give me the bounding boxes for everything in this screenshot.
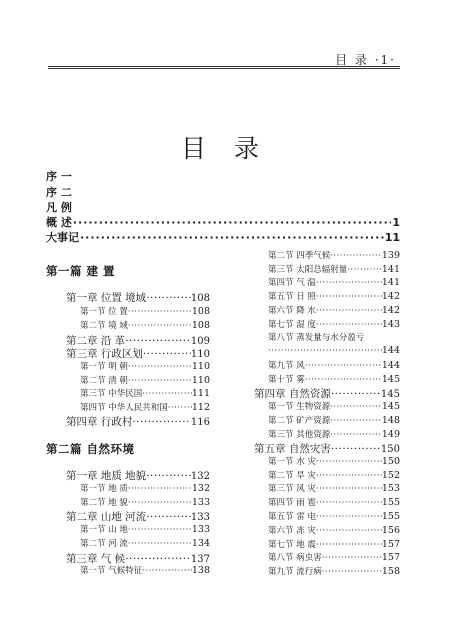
front-matter-label: 序 二 (46, 186, 72, 199)
page-number: 143 (381, 319, 400, 330)
part-heading: 第二篇 自然环境 (46, 442, 135, 456)
entry-label: 第一节 生物资源 (268, 402, 331, 412)
dot-leader (330, 416, 382, 426)
entry-label: 第一节 水 灾 (268, 457, 316, 467)
dot-leader (128, 307, 192, 317)
page-number: 133 (191, 497, 210, 508)
dot-leader (330, 251, 382, 261)
entry-label: 第二章 山地 河流 (66, 511, 147, 523)
section-entry (80, 401, 210, 413)
entry-label: 第四节 中华人民共和国 (80, 403, 168, 413)
page-number: 11 (384, 231, 400, 244)
page-number: 137 (190, 554, 210, 565)
entry-label: 第一节 明 朝 (80, 362, 128, 372)
page-number: 132 (190, 471, 210, 482)
entry-label: 第一节 气候特征 (80, 566, 143, 576)
section-entry (268, 359, 400, 371)
dot-leader (316, 471, 382, 481)
dot-leader (128, 484, 192, 494)
dot-leader (80, 231, 384, 244)
dot-leader (128, 498, 192, 508)
page-number: 157 (381, 552, 400, 563)
page-number: 144 (381, 345, 400, 356)
dot-leader (330, 430, 382, 440)
section-entry (268, 290, 400, 302)
section-entry (80, 523, 210, 535)
dot-leader (322, 553, 382, 563)
dot-leader (316, 306, 382, 316)
section-entry (268, 565, 400, 577)
section-entry (268, 304, 400, 316)
section-entry (80, 564, 210, 576)
entry-label: 第五节 日 照 (268, 292, 316, 302)
chapter-entry (254, 386, 400, 401)
entry-label: 第二节 矿产资源 (268, 416, 331, 426)
chapter-entry (66, 468, 210, 483)
page-number: 144 (381, 360, 400, 371)
dot-leader (316, 278, 382, 288)
dot-leader (268, 346, 382, 356)
entry-label: 第九节 风 (268, 361, 305, 371)
page-number: 141 (381, 277, 400, 288)
entry-label: 第三节 其他资源 (268, 430, 331, 440)
dot-leader (128, 525, 192, 535)
page-number: 1 (392, 216, 400, 229)
entry-label: 第三章 气 候 (66, 553, 126, 565)
section-entry (268, 331, 400, 343)
dot-leader (316, 498, 382, 508)
part-heading: 第一篇 建 置 (46, 264, 116, 278)
dot-leader (168, 403, 192, 413)
dot-leader (128, 376, 192, 386)
page-number: 145 (381, 374, 400, 385)
page-number: 155 (381, 511, 400, 522)
dot-leader (347, 265, 382, 275)
page-number: 110 (191, 361, 210, 372)
section-entry (268, 538, 400, 550)
page-number: 108 (191, 306, 210, 317)
front-matter-label: 大事记 (46, 231, 79, 244)
page-number: 133 (190, 512, 210, 523)
dot-leader (331, 388, 381, 400)
entry-label: 第二节 清 朝 (80, 376, 128, 386)
front-matter-item (46, 229, 400, 245)
chapter-entry (66, 509, 210, 524)
entry-label: 第七节 湿 度 (268, 320, 316, 330)
page-number: 110 (191, 375, 210, 386)
running-head: 目 录 ·1· (335, 53, 396, 67)
section-entry (80, 496, 210, 508)
page-title: 目 录 (181, 133, 269, 163)
page-number: 138 (191, 565, 210, 576)
section-entry (80, 374, 210, 386)
entry-label: 第二章 沿 革 (66, 335, 126, 347)
page-number: 148 (381, 415, 400, 426)
dot-leader (128, 362, 192, 372)
entry-label: 第四节 雨 雹 (268, 498, 316, 508)
entry-label: 第六节 降 水 (268, 306, 316, 316)
section-entry (268, 510, 400, 522)
entry-label: 第一节 位 置 (80, 307, 128, 317)
page-number: 141 (381, 264, 400, 275)
chapter-entry (66, 290, 210, 305)
entry-label: 第六节 冻 灾 (268, 526, 316, 536)
front-matter-label: 概 述 (46, 216, 72, 229)
entry-label: 第一章 位置 境域 (66, 292, 147, 304)
section-entry (268, 428, 400, 440)
section-entry (268, 373, 400, 385)
front-matter-label: 凡 例 (46, 201, 72, 214)
page-number: 156 (381, 525, 400, 536)
section-entry (268, 524, 400, 536)
page-number: 157 (381, 539, 400, 550)
page-number: 116 (190, 417, 210, 428)
dot-leader (305, 375, 382, 385)
dot-leader (316, 512, 382, 522)
entry-label: 第四章 行政村 (66, 416, 133, 428)
front-matter-item (46, 168, 400, 184)
page-number: 142 (381, 305, 400, 316)
front-matter-label: 序 一 (46, 170, 72, 183)
section-entry (268, 414, 400, 426)
section-entry (268, 345, 400, 356)
entry-label: 第四节 气 温 (268, 278, 316, 288)
section-entry (268, 263, 400, 275)
dot-leader (142, 566, 192, 576)
header-rule (48, 66, 400, 67)
section-entry (80, 387, 210, 399)
dot-leader (73, 216, 392, 229)
dot-leader (142, 389, 192, 399)
entry-label: 第二节 旱 灾 (268, 471, 316, 481)
dot-leader (146, 511, 191, 523)
chapter-entry (254, 441, 400, 456)
entry-label: 第八节 蒸发量与水分盈亏 (268, 333, 365, 343)
section-entry (80, 482, 210, 494)
entry-label: 第五章 自然灾害 (254, 443, 331, 455)
entry-label: 第二节 境 域 (80, 321, 128, 331)
section-entry (268, 469, 400, 481)
dot-leader (316, 526, 382, 536)
section-entry (268, 551, 400, 563)
dot-leader (316, 292, 382, 302)
dot-leader (316, 320, 382, 330)
dot-leader (316, 457, 382, 467)
page-number: 139 (381, 250, 400, 261)
entry-label: 第三章 行政区划 (66, 348, 143, 360)
section-entry (268, 249, 400, 261)
entry-label: 第八节 病虫害 (268, 553, 322, 563)
page-number: 109 (190, 336, 210, 347)
entry-label: 第七节 地 震 (268, 540, 316, 550)
section-entry (80, 537, 210, 549)
entry-label: 第五节 雷 电 (268, 512, 316, 522)
chapter-entry (66, 414, 210, 429)
dot-leader (316, 540, 382, 550)
entry-label: 第三节 中华民国 (80, 389, 143, 399)
entry-label: 第二节 河 流 (80, 539, 128, 549)
page-number: 152 (381, 470, 400, 481)
header-rule (48, 68, 400, 69)
dot-leader (305, 361, 382, 371)
section-entry (268, 400, 400, 412)
page-number: 145 (381, 401, 400, 412)
entry-label: 第三节 太阳总辐射量 (268, 265, 348, 275)
dot-leader (128, 321, 192, 331)
dot-leader (146, 470, 191, 482)
dot-leader (128, 539, 192, 549)
entry-label: 第三节 风 灾 (268, 484, 316, 494)
dot-leader (146, 292, 191, 304)
front-matter-item (46, 214, 400, 230)
section-entry (268, 455, 400, 467)
section-entry (80, 319, 210, 331)
section-entry (268, 276, 400, 288)
front-matter-item (46, 199, 400, 215)
page-number: 153 (381, 483, 400, 494)
entry-label: 第一节 地 质 (80, 484, 128, 494)
page-number: 132 (191, 483, 210, 494)
page-number: 108 (191, 320, 210, 331)
entry-label: 第二节 四季气候 (268, 251, 331, 261)
entry-label: 第四章 自然资源 (254, 388, 331, 400)
dot-leader (330, 402, 382, 412)
page-number: 133 (191, 524, 210, 535)
page-number: 158 (381, 566, 400, 577)
page-number: 155 (381, 497, 400, 508)
section-entry (268, 496, 400, 508)
dot-leader (316, 484, 382, 494)
dot-leader (132, 416, 191, 428)
entry-label: 第十节 雾 (268, 375, 305, 385)
section-entry (80, 360, 210, 372)
page-number: 150 (381, 456, 400, 467)
page-number: 150 (380, 444, 400, 455)
entry-label: 第二节 地 貌 (80, 498, 128, 508)
page-number: 134 (191, 538, 210, 549)
dot-leader (331, 443, 381, 455)
dot-leader (322, 567, 382, 577)
page-number: 145 (380, 389, 400, 400)
section-entry (268, 482, 400, 494)
section-entry (80, 305, 210, 317)
page-number: 142 (381, 291, 400, 302)
page-number: 108 (190, 293, 210, 304)
page-number: 111 (191, 388, 210, 399)
dot-leader (143, 348, 191, 360)
section-entry (268, 318, 400, 330)
page-number: 149 (381, 429, 400, 440)
page-number: 112 (191, 402, 210, 413)
chapter-entry (66, 346, 210, 361)
front-matter-item (46, 184, 400, 200)
entry-label: 第九节 流行病 (268, 567, 322, 577)
page-number: 110 (190, 349, 210, 360)
entry-label: 第一节 山 地 (80, 525, 128, 535)
entry-label: 第一章 地质 地貌 (66, 470, 147, 482)
